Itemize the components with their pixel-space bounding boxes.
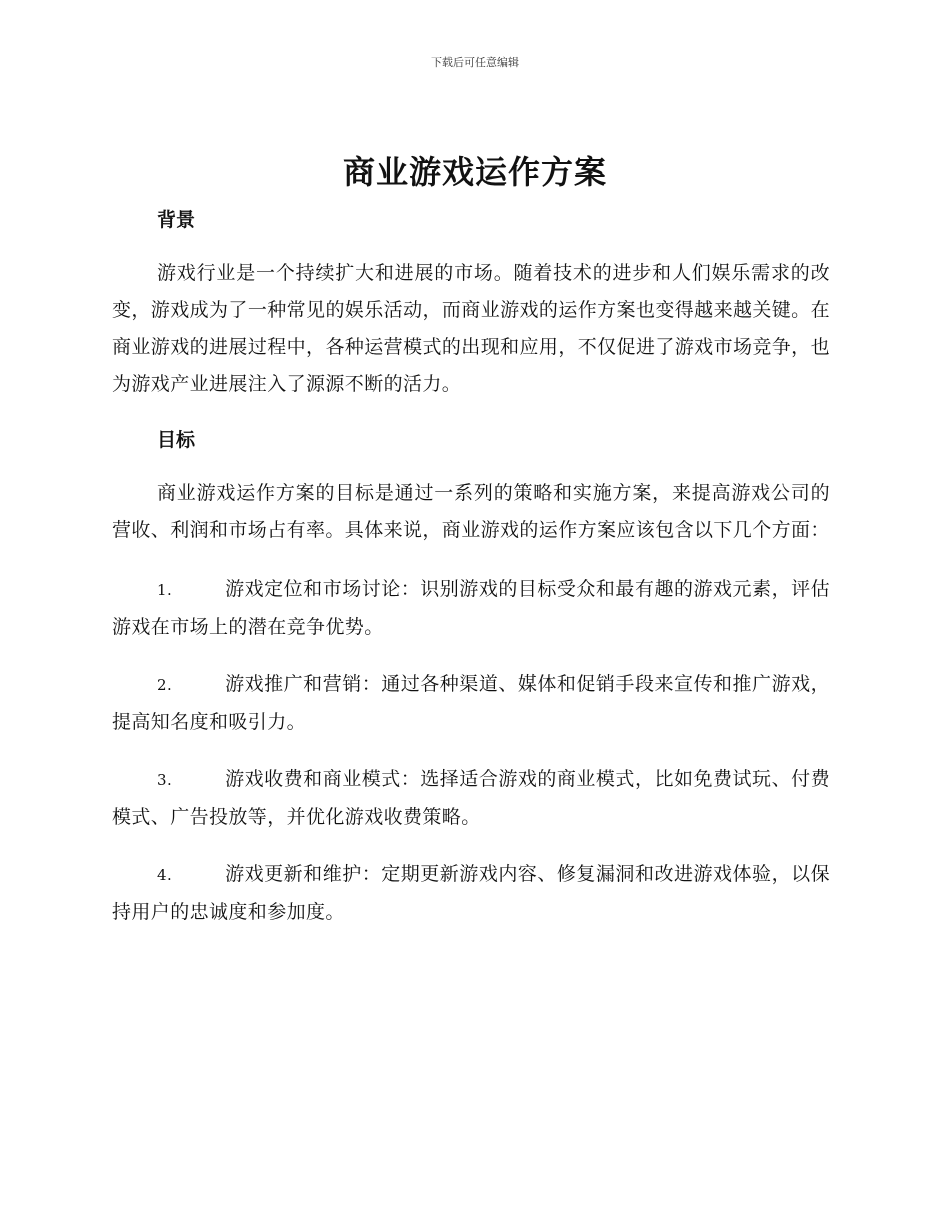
list-item bbox=[112, 666, 830, 741]
list-item-number: 2. bbox=[157, 676, 173, 694]
list-item bbox=[112, 856, 830, 931]
section-heading-background: 背景 bbox=[157, 209, 196, 231]
page-header: 下载后可任意编辑 bbox=[431, 56, 519, 69]
list-item-number: 4. bbox=[157, 866, 173, 884]
list-item-text: 游戏更新和维护：定期更新游戏内容、修复漏洞和改进游戏体验，以保持用户的忠诚度和参加度。 bbox=[112, 863, 830, 923]
document-body bbox=[112, 203, 830, 951]
list-item-text: 游戏定位和市场讨论：识别游戏的目标受众和最有趣的游戏元素，评估游戏在市场上的潜在竞争优势。 bbox=[112, 578, 830, 638]
background-paragraph: 游戏行业是一个持续扩大和进展的市场。随着技术的进步和人们娱乐需求的改变，游戏成为了一种常见的娱乐活动，而商业游戏的运作方案也变得越来越关键。在商业游戏的进展过程中，各种运营模式的出现和应用，不仅促进了游戏市场竞争，也为游戏产业进展注入了源源不断的活力。 bbox=[112, 262, 830, 395]
section-heading-goals: 目标 bbox=[157, 429, 196, 451]
list-item-text: 游戏收费和商业模式：选择适合游戏的商业模式，比如免费试玩、付费模式、广告投放等，并优化游戏收费策略。 bbox=[112, 768, 830, 828]
list-item bbox=[112, 571, 830, 646]
list-item-text: 游戏推广和营销：通过各种渠道、媒体和促销手段来宣传和推广游戏，提高知名度和吸引力。 bbox=[112, 673, 830, 733]
list-item-number: 1. bbox=[157, 581, 173, 599]
document-title: 商业游戏运作方案 bbox=[342, 153, 607, 191]
list-item-number: 3. bbox=[157, 771, 173, 789]
list-item bbox=[112, 761, 830, 836]
goals-paragraph: 商业游戏运作方案的目标是通过一系列的策略和实施方案，来提高游戏公司的营收、利润和市场占有率。具体来说，商业游戏的运作方案应该包含以下几个方面： bbox=[112, 482, 830, 541]
